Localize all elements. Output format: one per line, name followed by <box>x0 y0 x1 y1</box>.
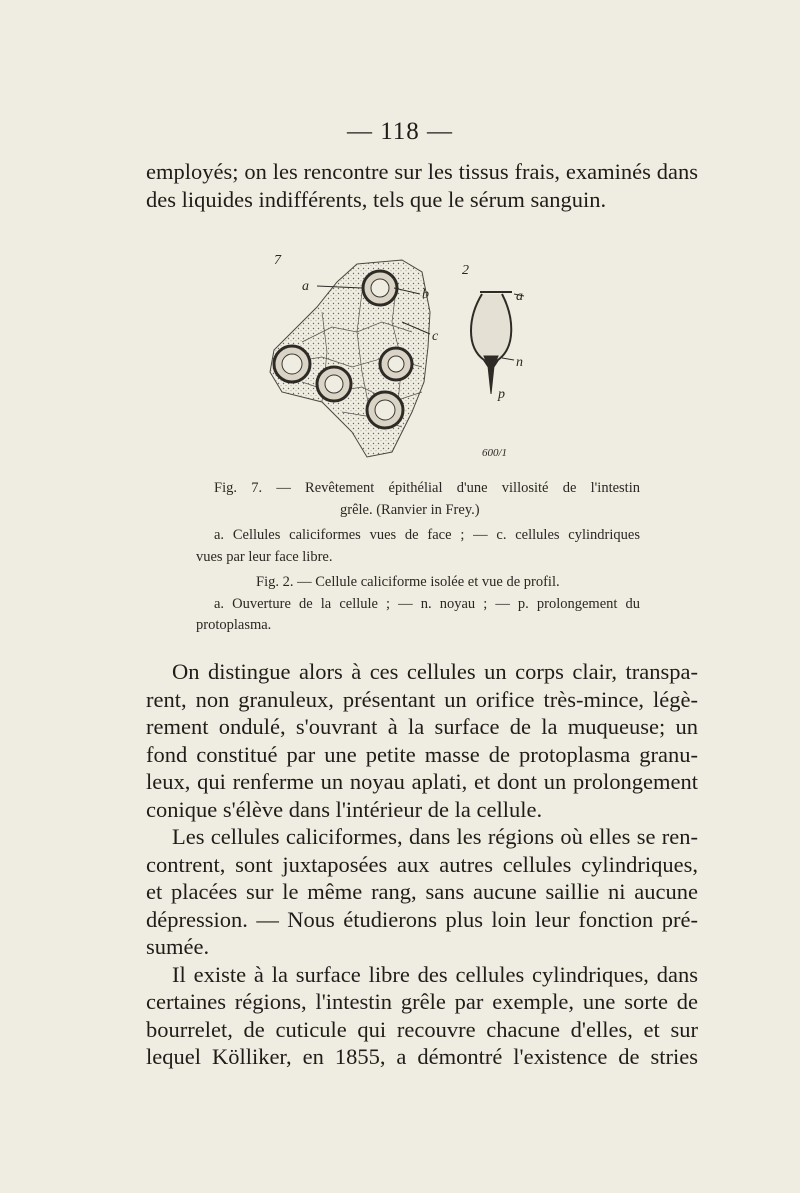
page-number: — 118 — <box>346 118 454 145</box>
text-line: sumée. <box>146 934 210 959</box>
caption-line: a. Cellules caliciformes vues de face ; — c. cellules cylindriques <box>214 527 640 543</box>
text-line: On distingue alors à ces cellules un corps clair, transpa- <box>172 659 698 684</box>
text-line: des liquides indifférents, tels que le sérum sanguin. <box>146 186 607 212</box>
caption-line: Fig. 7. — Revêtement épithélial d'une villosité de l'intestin <box>214 480 640 496</box>
text-line: Il existe à la surface libre des cellules cylindriques, dans <box>172 961 698 987</box>
caption-line: vues par leur face libre. <box>196 548 333 565</box>
label-a-fig2: a <box>516 289 523 304</box>
label-p: p <box>498 387 505 402</box>
text-line: contrent, sont juxtaposées aux autres cellules cylindriques, <box>146 851 698 877</box>
caption-line: grêle. (Ranvier in Frey.) <box>340 501 480 518</box>
intro-paragraph <box>146 158 698 213</box>
text-line: rent, non granuleux, présentant un orifice très-mince, légè- <box>146 686 698 712</box>
text-line: bourrelet, de cuticule qui recouvre chacune d'elles, et sur <box>146 1016 698 1042</box>
text-line: employés; on les rencontre sur les tissus frais, examinés dans <box>146 159 698 184</box>
text-line: lequel Kölliker, en 1855, a démontré l'existence de stries <box>146 1044 698 1069</box>
text-line: rement ondulé, s'ouvrant à la surface de la muqueuse; un <box>146 714 698 739</box>
text-line: Les cellules caliciformes, dans les régions où elles se ren- <box>172 824 698 849</box>
caption-line: protoplasma. <box>196 617 272 633</box>
fig7-tissue-drawing <box>270 260 430 457</box>
label-a-fig7: a <box>302 279 309 294</box>
caption-line: a. Ouverture de la cellule ; — n. noyau ; — p. prolongement du <box>214 595 640 612</box>
text-line: leux, qui renferme un noyau aplati, et dont un prolongement <box>146 769 698 794</box>
magnification-label: 600/1 <box>482 447 508 459</box>
label-n: n <box>516 355 523 370</box>
text-line: dépression. — Nous étudierons plus loin leur fonction pré- <box>146 906 698 932</box>
body-text <box>146 658 698 1071</box>
text-line: certaines régions, l'intestin grêle par exemple, une sorte de <box>146 989 698 1014</box>
label-b: b <box>422 287 429 302</box>
text-line: fond constitué par une petite masse de protoplasma granu- <box>146 741 698 767</box>
caption-line: Fig. 2. — Cellule caliciforme isolée et vue de profil. <box>256 574 560 590</box>
fig2-number-label: 2 <box>462 263 469 278</box>
text-line: et placées sur le même rang, sans aucune saillie ni aucune <box>146 879 698 904</box>
fig2-goblet-cell-drawing <box>471 292 524 394</box>
epithelium-illustration <box>262 252 552 468</box>
label-c: c <box>432 329 439 344</box>
fig7-number-label: 7 <box>274 253 281 268</box>
text-line: conique s'élève dans l'intérieur de la cellule. <box>146 796 543 822</box>
figure-caption <box>196 478 640 637</box>
